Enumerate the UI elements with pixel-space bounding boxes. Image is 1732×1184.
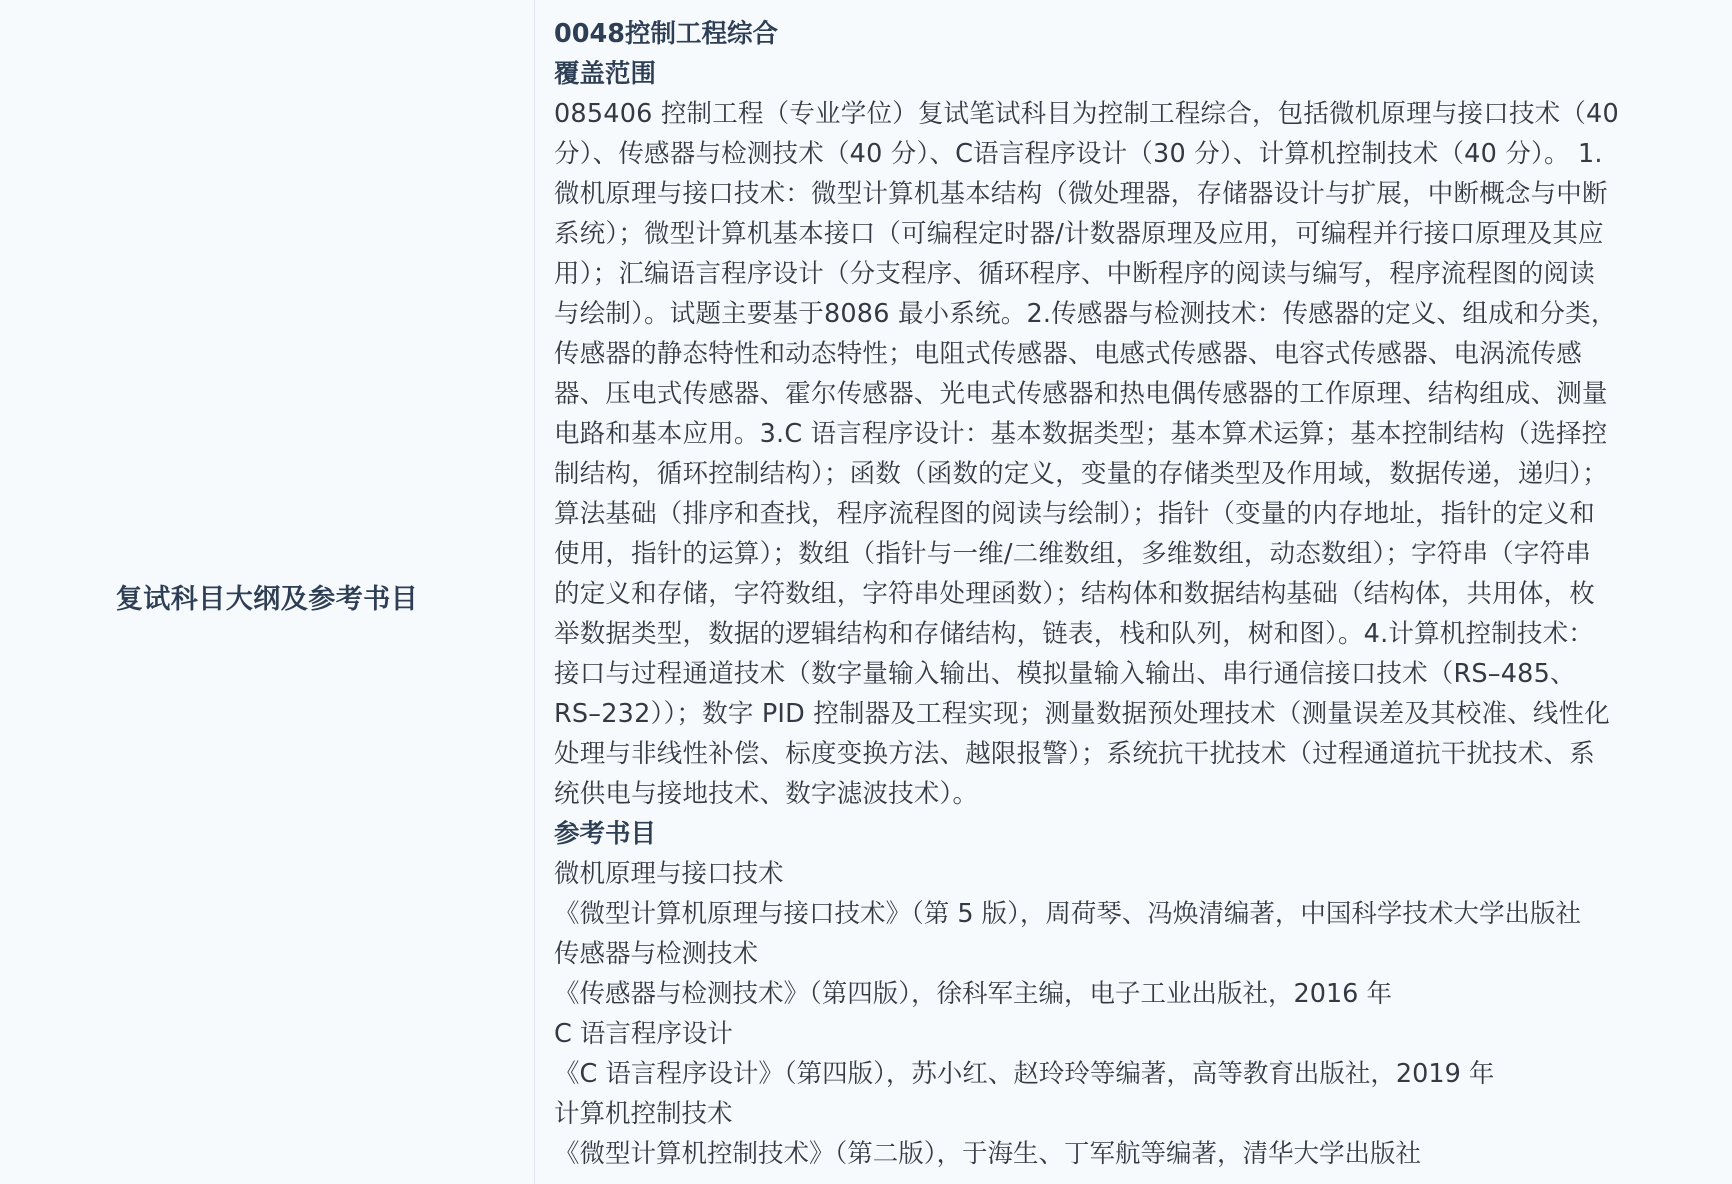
reference-subject: 传感器与检测技术 <box>554 939 759 969</box>
coverage-paragraph <box>554 94 1732 814</box>
coverage-line: 电路和基本应用。3.C 语言程序设计：基本数据类型；基本算术运算；基本控制结构（选择控 <box>554 419 1608 449</box>
reference-subject: 微机原理与接口技术 <box>554 859 784 889</box>
row-content-cell <box>535 0 1732 1184</box>
coverage-line: 与绘制）。试题主要基于8086 最小系统。2.传感器与检测技术：传感器的定义、组成和分类， <box>554 299 1617 329</box>
reference-book: 《C 语言程序设计》（第四版），苏小红、赵玲玲等编著，高等教育出版社，2019 年 <box>554 1059 1495 1089</box>
coverage-line: 举数据类型，数据的逻辑结构和存储结构，链表，栈和队列，树和图）。4.计算机控制技术： <box>554 619 1594 649</box>
reference-subject: C 语言程序设计 <box>554 1019 733 1049</box>
subject-title: 0048控制工程综合 <box>554 19 778 49</box>
coverage-line: 分）、传感器与检测技术（40 分）、C语言程序设计（30 分）、计算机控制技术（40 分）。 1. <box>554 139 1603 169</box>
reference-book: 《微型计算机原理与接口技术》（第 5 版），周荷琴、冯焕清编著，中国科学技术大学出版社 <box>554 899 1581 929</box>
coverage-line: 制结构，循环控制结构）；函数（函数的定义，变量的存储类型及作用域，数据传递，递归）； <box>554 459 1608 489</box>
coverage-line: 使用，指针的运算）；数组（指针与一维/二维数组，多维数组，动态数组）；字符串（字符串 <box>554 539 1591 569</box>
reference-subject: 计算机控制技术 <box>554 1099 733 1129</box>
coverage-line: 接口与过程通道技术（数字量输入输出、模拟量输入输出、串行通信接口技术（RS–485、 <box>554 659 1576 689</box>
coverage-line: 的定义和存储，字符数组，字符串处理函数）；结构体和数据结构基础（结构体，共用体，枚 <box>554 579 1595 609</box>
coverage-line: 微机原理与接口技术：微型计算机基本结构（微处理器，存储器设计与扩展，中断概念与中断 <box>554 179 1608 209</box>
coverage-line: 算法基础（排序和查找，程序流程图的阅读与绘制）；指针（变量的内存地址，指针的定义和 <box>554 499 1595 529</box>
coverage-line: RS–232））；数字 PID 控制器及工程实现；测量数据预处理技术（测量误差及其校准、线性化 <box>554 699 1610 729</box>
coverage-line: 用）；汇编语言程序设计（分支程序、循环程序、中断程序的阅读与编写，程序流程图的阅读 <box>554 259 1595 289</box>
coverage-line: 处理与非线性补偿、标度变换方法、越限报警）；系统抗干扰技术（过程通道抗干扰技术、系 <box>554 739 1595 769</box>
coverage-line: 统供电与接地技术、数字滤波技术）。 <box>554 779 979 809</box>
coverage-heading: 覆盖范围 <box>554 59 657 89</box>
reference-book: 《传感器与检测技术》（第四版），徐科军主编，电子工业出版社，2016 年 <box>554 979 1393 1009</box>
coverage-line: 传感器的静态特性和动态特性；电阻式传感器、电感式传感器、电容式传感器、电涡流传感 <box>554 339 1583 369</box>
coverage-line: 085406 控制工程（专业学位）复试笔试科目为控制工程综合，包括微机原理与接口技术（40 <box>554 99 1619 129</box>
coverage-line: 器、压电式传感器、霍尔传感器、光电式传感器和热电偶传感器的工作原理、结构组成、测量 <box>554 379 1608 409</box>
row-label-cell <box>0 0 535 1184</box>
coverage-line: 系统）；微型计算机基本接口（可编程定时器/计数器原理及应用，可编程并行接口原理及其应 <box>554 219 1604 249</box>
references-heading: 参考书目 <box>554 819 657 849</box>
reference-book: 《微型计算机控制技术》（第二版），于海生、丁军航等编著，清华大学出版社 <box>554 1139 1422 1169</box>
row-label: 复试科目大纲及参考书目 <box>115 583 419 615</box>
